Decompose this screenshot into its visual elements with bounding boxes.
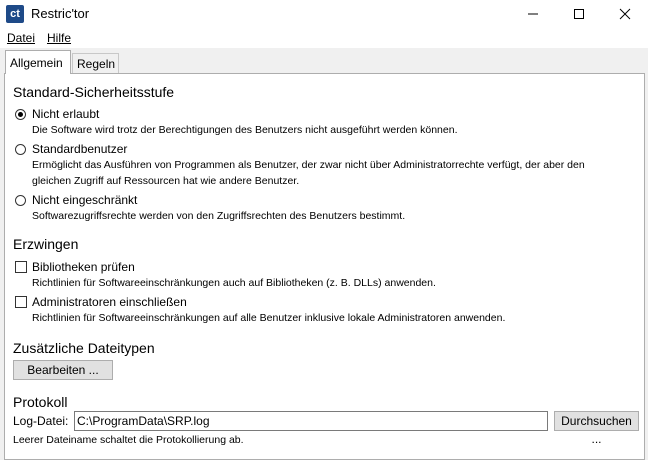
checkbox-administratoren[interactable]: [15, 296, 27, 308]
security-level-heading: Standard-Sicherheitsstufe: [13, 84, 175, 100]
close-button[interactable]: [602, 0, 648, 28]
checkbox-bibliotheken-description: Richtlinien für Softwareeinschränkungen auch auf Bibliotheken (z. B. DLLs) anwenden.: [32, 277, 436, 289]
checkbox-administratoren-label[interactable]: Administratoren einschließen: [32, 295, 187, 309]
radio-standardbenutzer-label[interactable]: Standardbenutzer: [32, 142, 128, 156]
menu-bar: [0, 28, 648, 48]
title-bar: [0, 0, 648, 28]
edit-file-types-button[interactable]: Bearbeiten ...: [13, 360, 113, 380]
radio-standardbenutzer[interactable]: [15, 144, 26, 155]
radio-standardbenutzer-description-line2: gleichen Zugriff auf Ressourcen hat wie andere Benutzer.: [32, 175, 300, 187]
window-title: Restric'tor: [31, 6, 90, 21]
close-icon: [619, 8, 631, 20]
radio-nicht-erlaubt[interactable]: [15, 109, 26, 120]
tab-allgemein[interactable]: Allgemein: [5, 50, 71, 74]
menu-hilfe[interactable]: Hilfe: [47, 31, 72, 45]
enforce-heading: Erzwingen: [13, 236, 79, 252]
tab-regeln[interactable]: Regeln: [72, 53, 119, 74]
file-types-heading: Zusätzliche Dateitypen: [13, 340, 155, 356]
tab-strip: [0, 48, 648, 74]
radio-nicht-eingeschraenkt-description: Softwarezugriffsrechte werden von den Zugriffsrechten des Benutzers bestimmt.: [32, 210, 406, 222]
radio-standardbenutzer-description-line1: Ermöglicht das Ausführen von Programmen als Benutzer, der zwar nicht über Administratorrechte verfügt, der aber den: [32, 159, 585, 171]
radio-nicht-eingeschraenkt[interactable]: [15, 195, 26, 206]
log-heading: Protokoll: [13, 394, 68, 410]
log-hint: Leerer Dateiname schaltet die Protokollierung ab.: [13, 434, 244, 446]
general-tab-panel: [4, 73, 645, 460]
browse-button[interactable]: Durchsuchen ...: [554, 411, 639, 431]
radio-nicht-eingeschraenkt-label[interactable]: Nicht eingeschränkt: [32, 193, 138, 207]
radio-nicht-erlaubt-description: Die Software wird trotz der Berechtigungen des Benutzers nicht ausgeführt werden können.: [32, 124, 458, 136]
log-file-input[interactable]: [74, 411, 548, 431]
checkbox-administratoren-description: Richtlinien für Softwareeinschränkungen auf alle Benutzer inklusive lokale Administratoren anwenden.: [32, 312, 506, 324]
checkbox-bibliotheken-label[interactable]: Bibliotheken prüfen: [32, 260, 135, 274]
checkbox-bibliotheken[interactable]: [15, 261, 27, 273]
maximize-button[interactable]: [556, 0, 602, 28]
radio-nicht-erlaubt-label[interactable]: Nicht erlaubt: [32, 107, 100, 121]
maximize-icon: [573, 8, 585, 20]
menu-datei[interactable]: Datei: [7, 31, 36, 45]
minimize-button[interactable]: [510, 0, 556, 28]
minimize-icon: [527, 8, 539, 20]
app-logo-icon: ct: [6, 5, 24, 23]
log-file-label: Log-Datei:: [13, 414, 69, 428]
